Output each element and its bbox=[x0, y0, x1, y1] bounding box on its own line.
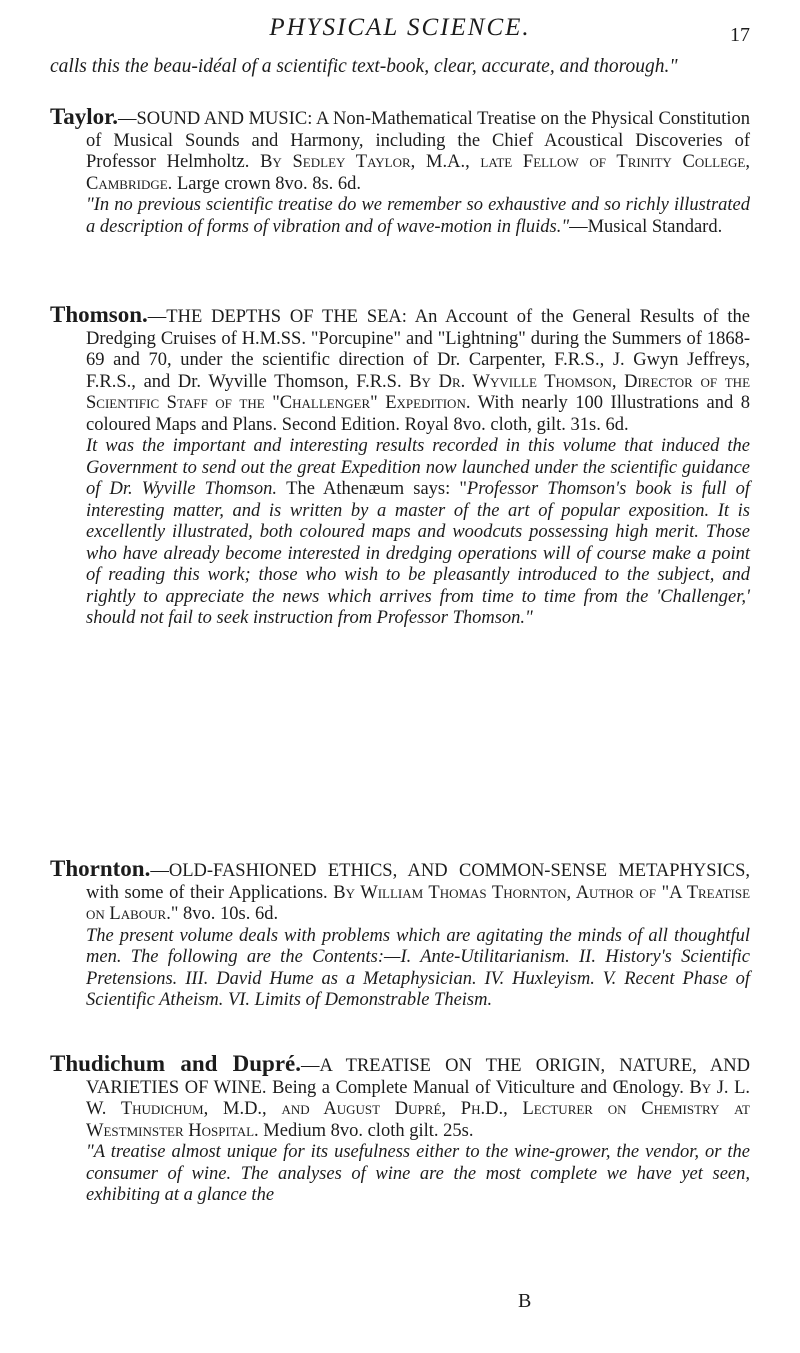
entry-author: Taylor. bbox=[50, 104, 118, 129]
entry-author: Thomson. bbox=[50, 302, 148, 327]
entry-title: —OLD-FASHIONED ETHICS, AND COMMON-SENSE METAPHYSICS, with some of their Applications. bbox=[86, 861, 750, 903]
review-source: —Musical Standard. bbox=[569, 216, 723, 237]
running-head bbox=[50, 10, 750, 50]
entry-author: Thornton. bbox=[50, 856, 151, 881]
catalogue-entry-thornton bbox=[50, 858, 750, 1012]
review-text: "In no previous scientific treatise do we remember so exhaustive and so richly illustrated a description of forms of vibration and of wave-motion in fluids." bbox=[86, 195, 750, 237]
entry-author-credit: By Dr. Wyville Thomson, Director of the Scientific Staff of the "Challenger" Expedition. bbox=[86, 371, 751, 413]
entry-author: Thudichum and Dupré. bbox=[50, 1051, 302, 1076]
review-source: The Athenæum says: " bbox=[286, 479, 467, 499]
continued-review: calls this the beau-idéal of a scientific text-book, clear, accurate, and thorough." bbox=[50, 56, 678, 77]
entry-review: The present volume deals with problems which are agitating the minds of all thoughtful men. The following are the Contents:—I. Ante-Utilitarianism. II. History's Scientific Pretensions. III. David Hume as a Metaphysician. IV. Huxleyism. V. Recent Phase of Scientific Atheism. VI. Limits of Demonstrable Theism. bbox=[86, 925, 750, 1010]
entry-heading bbox=[50, 1053, 750, 1142]
entry-review: "A treatise almost unique for its usefulness either to the wine-grower, the vendor, or the consumer of wine. The analyses of wine are the most complete we have yet seen, exhibiting at a glance the bbox=[86, 1142, 750, 1205]
catalogue-entry-thudichum bbox=[50, 1053, 750, 1207]
signature-mark: B bbox=[518, 1290, 532, 1312]
entry-format: Large crown 8vo. 8s. 6d. bbox=[176, 173, 362, 194]
review-text: It was the important and interesting results recorded in this volume that induced the Government to send out the great Expedition now launched under the scientific guidance of Dr. Wyville Thomson. bbox=[86, 436, 750, 499]
entry-author-credit: By William Thomas Thornton, Author of "A Treatise on Labour." bbox=[86, 882, 751, 924]
entry-review bbox=[50, 195, 750, 238]
entry-format: With nearly 100 Illustrations and 8 coloured Maps and Plans. Second Edition. Royal 8vo. cloth, gilt. 31s. 6d. bbox=[86, 393, 750, 435]
entry-format: 8vo. 10s. 6d. bbox=[183, 904, 279, 924]
entry-title: —THE DEPTHS OF THE SEA: An Account of the General Results of the Dredging Cruises of H.M.SS. "Porcupine" and "Lightning" during the Summers of 1868-69 and 70, under the scientific direction of Dr. Carpenter, F.R.S., J. Gwyn Jeffreys, F.R.S., and Dr. Wyville Thomson, F.R.S. bbox=[86, 307, 750, 392]
book-page bbox=[50, 0, 750, 1353]
section-title: PHYSICAL SCIENCE. bbox=[269, 14, 531, 41]
page-number: 17 bbox=[730, 24, 750, 46]
entry-author-credit: By Sedley Taylor, M.A., late Fellow of Trinity College, Cambridge. bbox=[86, 152, 750, 194]
catalogue-entry-thomson bbox=[50, 304, 750, 630]
entry-heading bbox=[50, 106, 750, 195]
entry-format: Medium 8vo. cloth gilt. 25s. bbox=[263, 1120, 474, 1141]
entry-title: —A TREATISE ON THE ORIGIN, NATURE, AND VARIETIES OF WINE. Being a Complete Manual of Viticulture and Œnology. bbox=[86, 1056, 750, 1098]
entry-heading bbox=[50, 304, 750, 436]
entry-title: —SOUND AND MUSIC: A Non-Mathematical Treatise on the Physical Constitution of Musical Sounds and Harmony, including the Chief Acoustical Discoveries of Professor Helmholtz. bbox=[86, 109, 750, 172]
review-quote: Professor Thomson's book is full of interesting matter, and is written by a master of the art of popular exposition. It is excellently illustrated, both coloured maps and woodcuts possessing high merit. Those who have already become interested in dredging operations will of course make a point of reading this work; those who wish to be pleasantly introduced to the subject, and rightly to appreciate the news which arrives from time to time from the 'Challenger,' should not fail to seek instruction from Professor Thomson." bbox=[86, 479, 750, 628]
entry-author-credit: By J. L. W. Thudichum, M.D., and August Dupré, Ph.D., Lecturer on Chemistry at Westminster Hospital. bbox=[86, 1077, 751, 1141]
catalogue-entry-taylor bbox=[50, 106, 750, 238]
entry-review bbox=[50, 436, 750, 630]
entry-heading bbox=[50, 858, 750, 926]
